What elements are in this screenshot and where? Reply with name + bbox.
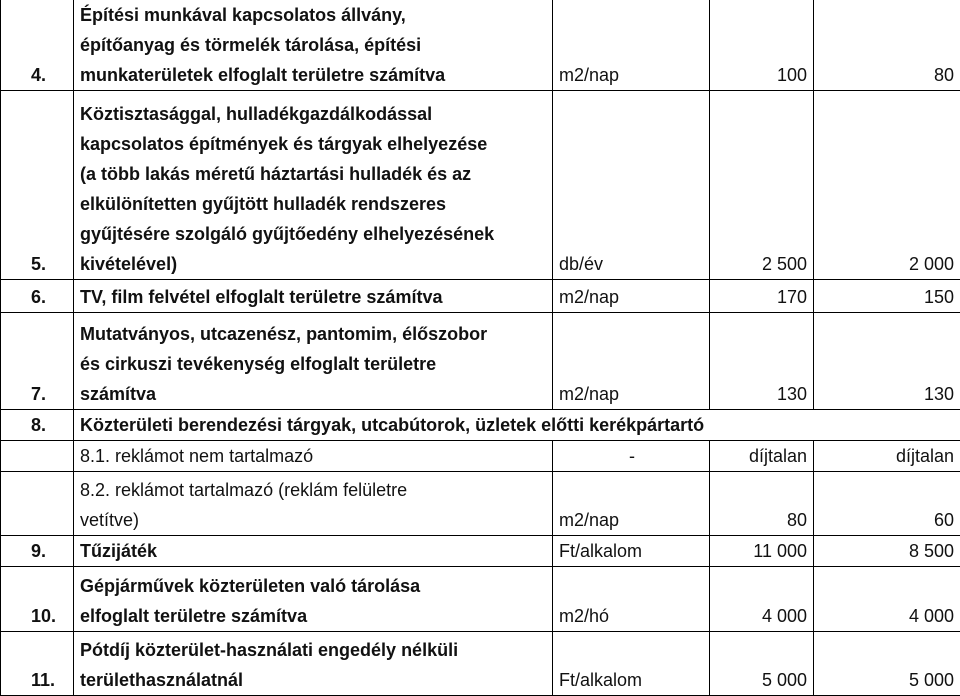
row-description	[74, 91, 553, 280]
row-value-b: 130	[814, 313, 960, 410]
table-row	[1, 0, 960, 91]
row-unit: db/év	[553, 91, 710, 280]
row-unit: m2/hó	[553, 567, 710, 632]
row-index: 6.	[1, 280, 74, 313]
row-value-a: 100	[710, 0, 814, 91]
row-description	[74, 410, 960, 441]
description-line: elfoglalt területre számítva	[80, 601, 548, 631]
description-line: 8.1. reklámot nem tartalmazó	[80, 441, 548, 471]
description-line: kapcsolatos építmények és tárgyak elhelyezése	[80, 129, 548, 159]
row-unit: m2/nap	[553, 280, 710, 313]
description-line: vetítve)	[80, 505, 548, 535]
row-index: 11.	[1, 632, 74, 696]
description-line: 8.2. reklámot tartalmazó (reklám felületre	[80, 475, 548, 505]
description-line: kivételével)	[80, 249, 548, 279]
table-row	[1, 472, 960, 536]
description-line: számítva	[80, 379, 548, 409]
row-index	[1, 441, 74, 472]
row-index: 8.	[1, 410, 74, 441]
description-line: Köztisztasággal, hulladékgazdálkodással	[80, 99, 548, 129]
table-row	[1, 280, 960, 313]
row-description	[74, 536, 553, 567]
row-index: 7.	[1, 313, 74, 410]
table-row	[1, 441, 960, 472]
table-row	[1, 91, 960, 280]
row-value-b: 8 500	[814, 536, 960, 567]
row-value-b: 150	[814, 280, 960, 313]
table-row	[1, 313, 960, 410]
table-row	[1, 536, 960, 567]
table-row	[1, 410, 960, 441]
row-unit: Ft/alkalom	[553, 536, 710, 567]
description-line: elkülönítetten gyűjtött hulladék rendszeres	[80, 189, 548, 219]
row-index: 4.	[1, 0, 74, 91]
row-value-b: 80	[814, 0, 960, 91]
row-value-a: 170	[710, 280, 814, 313]
row-index	[1, 472, 74, 536]
row-index: 5.	[1, 91, 74, 280]
description-line: TV, film felvétel elfoglalt területre számítva	[80, 282, 548, 312]
row-description	[74, 280, 553, 313]
row-value-a: 4 000	[710, 567, 814, 632]
row-description	[74, 567, 553, 632]
description-line: Építési munkával kapcsolatos állvány,	[80, 0, 548, 30]
row-description	[74, 0, 553, 91]
row-unit: m2/nap	[553, 0, 710, 91]
row-value-a: 2 500	[710, 91, 814, 280]
row-description	[74, 472, 553, 536]
description-line: Pótdíj közterület-használati engedély nélküli	[80, 635, 548, 665]
row-value-a: 80	[710, 472, 814, 536]
row-value-a: díjtalan	[710, 441, 814, 472]
description-line: Gépjárművek közterületen való tárolása	[80, 571, 548, 601]
row-value-b: 4 000	[814, 567, 960, 632]
description-line: Mutatványos, utcazenész, pantomim, élőszobor	[80, 319, 548, 349]
row-unit: m2/nap	[553, 313, 710, 410]
row-value-b: 2 000	[814, 91, 960, 280]
row-value-a: 130	[710, 313, 814, 410]
description-line: Közterületi berendezési tárgyak, utcabútorok, üzletek előtti kerékpártartó	[80, 410, 957, 440]
row-unit: m2/nap	[553, 472, 710, 536]
row-unit: Ft/alkalom	[553, 632, 710, 696]
row-description	[74, 632, 553, 696]
description-line: és cirkuszi tevékenység elfoglalt területre	[80, 349, 548, 379]
row-value-a: 11 000	[710, 536, 814, 567]
row-value-b: díjtalan	[814, 441, 960, 472]
table-row	[1, 632, 960, 696]
table-row	[1, 567, 960, 632]
row-value-b: 5 000	[814, 632, 960, 696]
row-index: 9.	[1, 536, 74, 567]
row-description	[74, 441, 553, 472]
description-line: (a több lakás méretű háztartási hulladék és az	[80, 159, 548, 189]
description-line: gyűjtésére szolgáló gyűjtőedény elhelyezésének	[80, 219, 548, 249]
row-unit: -	[553, 441, 710, 472]
description-line: Tűzijáték	[80, 536, 548, 566]
row-description	[74, 313, 553, 410]
row-index: 10.	[1, 567, 74, 632]
description-line: munkaterületek elfoglalt területre számítva	[80, 60, 548, 90]
row-value-a: 5 000	[710, 632, 814, 696]
row-value-b: 60	[814, 472, 960, 536]
description-line: építőanyag és törmelék tárolása, építési	[80, 30, 548, 60]
description-line: területhasználatnál	[80, 665, 548, 695]
